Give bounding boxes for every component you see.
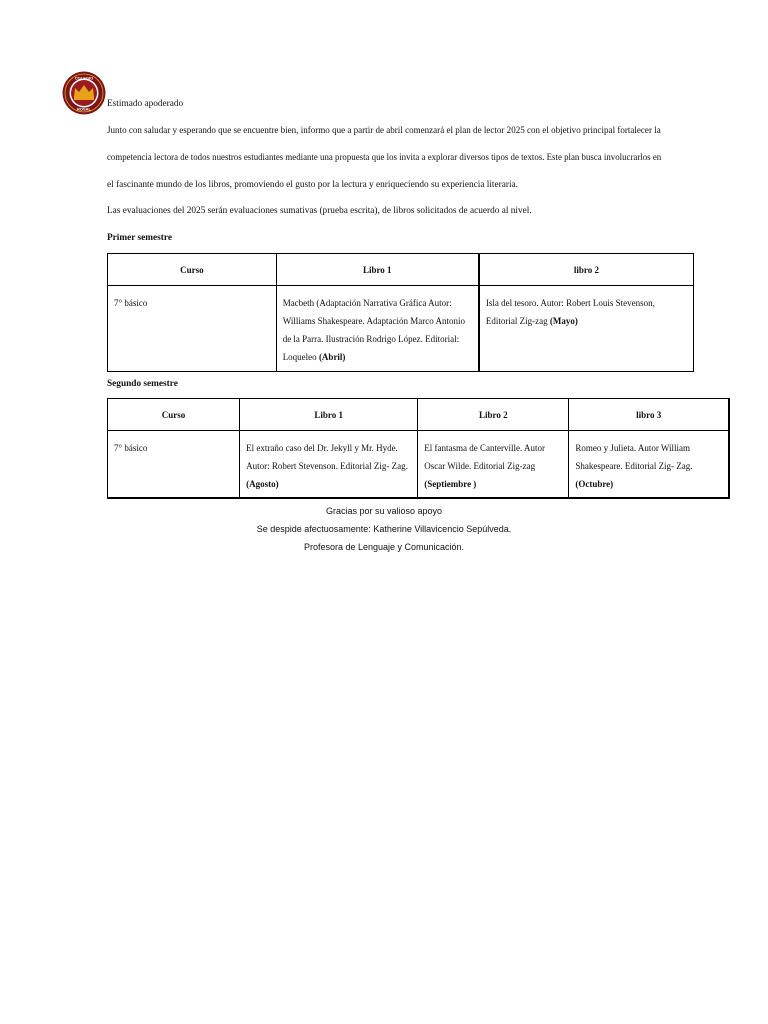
book-2-month: (Septiembre ) [424, 479, 477, 489]
school-logo [62, 71, 106, 115]
paragraph-line-1: Junto con saludar y esperando que se encuentre bien, informo que a partir de abril comenzará el plan de lector 2025 con el objetivo principal fortalecer la [107, 126, 661, 136]
book-2-text: Isla del tesoro. Autor: Robert Louis Stevenson, Editorial Zig-zag [485, 298, 655, 326]
closing-role: Profesora de Lenguaje y Comunicación. [303, 542, 465, 552]
course-cell: 7° básico [108, 431, 240, 499]
paragraph-line-2: competencia lectora de todos nuestros estudiantes mediante una propuesta que los invita a explorar diversos tipos de textos. Este plan busca involucrarlos en [107, 153, 662, 163]
course-cell: 7° básico [108, 286, 277, 372]
table-header-row [108, 399, 730, 431]
book-3-month: (Octubre) [575, 479, 614, 489]
book-1-cell [276, 286, 479, 372]
header-libro-1: Libro 1 [276, 254, 479, 286]
book-2-month: (Mayo) [549, 316, 578, 326]
book-3-cell [569, 431, 729, 499]
first-semester-title: Primer semestre [107, 233, 172, 243]
paragraph-line-3: el fascinante mundo de los libros, promoviendo el gusto por la lectura y enriqueciendo su experiencia literaria. [107, 180, 518, 190]
greeting: Estimado apoderado [107, 99, 184, 109]
book-1-text: El extraño caso del Dr. Jekyll y Mr. Hyde. Autor: Robert Stevenson. Editorial Zig- Zag. [246, 443, 408, 471]
second-semester-table [107, 398, 730, 499]
book-1-cell [240, 431, 418, 499]
book-1-month: (Abril) [318, 352, 346, 362]
first-semester-table [107, 253, 694, 372]
book-2-cell [418, 431, 569, 499]
book-1-text: Macbeth (Adaptación Narrativa Gráfica Autor: Williams Shakespeare. Adaptación Marco Antonio de la Parra. Ilustración Rodrigo López. Editorial: Loqueleo [282, 298, 466, 362]
header-libro-2: Libro 2 [418, 399, 569, 431]
logo-bottom-text: ROSAL [77, 106, 91, 112]
table-header-row [108, 254, 694, 286]
book-3-text: Romeo y Julieta. Autor William Shakespeare. Editorial Zig- Zag. [575, 443, 693, 471]
table-row [108, 286, 694, 372]
book-2-cell [479, 286, 694, 372]
evaluation-line: Las evaluaciones del 2025 serán evaluaciones sumativas (prueba escrita), de libros solicitados de acuerdo al nivel. [107, 206, 532, 216]
header-curso: Curso [108, 254, 277, 286]
header-libro-2: libro 2 [479, 254, 694, 286]
header-curso: Curso [108, 399, 240, 431]
book-2-text: El fantasma de Canterville. Autor Oscar Wilde. Editorial Zig-zag [424, 443, 545, 471]
closing-farewell: Se despide afectuosamente: Katherine Villavicencio Sepúlveda. [256, 524, 512, 534]
second-semester-title: Segundo semestre [107, 379, 178, 389]
header-libro-1: Libro 1 [240, 399, 418, 431]
table-row [108, 431, 730, 499]
closing-thanks: Gracias por su valioso apoyo [325, 506, 443, 516]
logo-top-text: COLEGIO [74, 75, 94, 81]
header-libro-3: libro 3 [569, 399, 729, 431]
book-1-month: (Agosto) [246, 479, 279, 489]
